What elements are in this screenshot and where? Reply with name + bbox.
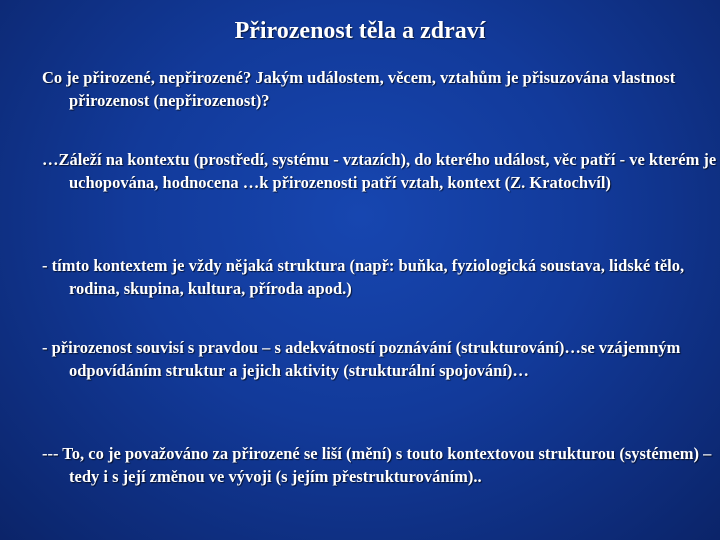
slide-title: Přirozenost těla a zdraví: [234, 18, 486, 44]
paragraph-truth: - přirozenost souvisí s pravdou – s adekvátností poznávání (strukturování)…se vzájemným odpovídáním struktur a jejich aktivity (strukturální spojování)…: [42, 338, 681, 380]
paragraph-context: …Záleží na kontextu (prostředí, systému - vztazích), do kterého událost, věc patří - ve kterém je uchopována, hodnocena …k přirozenosti patří vztah, kontext (Z. Kratochvíl): [42, 150, 717, 192]
paragraph-question: Co je přirozené, nepřirozené? Jakým událostem, věcem, vztahům je přisuzována vlastnost přirozenost (nepřirozenost)?: [42, 68, 676, 110]
paragraph-structure: - tímto kontextem je vždy nějaká struktura (např: buňka, fyziologická soustava, lidské tělo, rodina, skupina, kultura, příroda apod.): [42, 256, 685, 298]
paragraph-change: --- To, co je považováno za přirozené se liší (mění) s touto kontextovou strukturou (systémem) – tedy i s její změnou ve vývoji (s jejím přestrukturováním)..: [42, 444, 712, 486]
